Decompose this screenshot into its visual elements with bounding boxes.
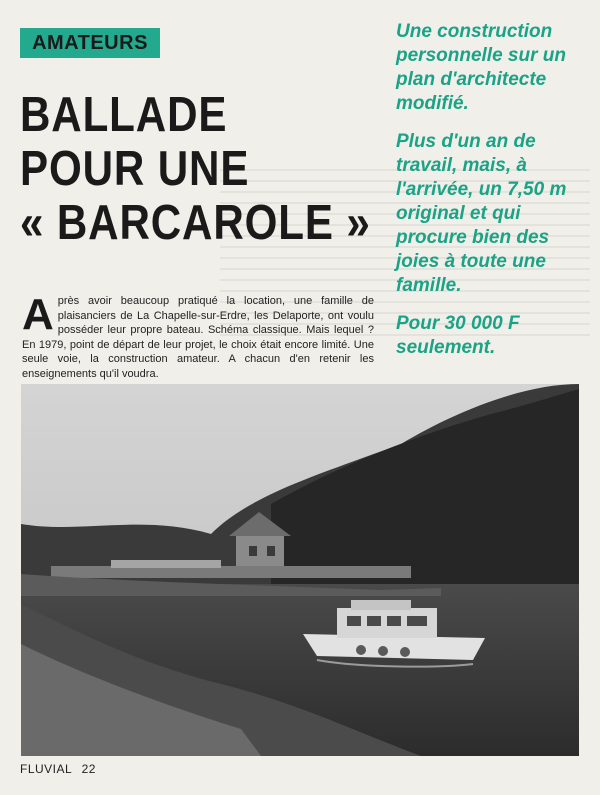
- drop-cap: A: [22, 290, 54, 339]
- subhead-sidebar: [396, 20, 592, 374]
- page-footer: [20, 762, 96, 776]
- headline: [20, 88, 371, 250]
- far-bank: [51, 566, 411, 578]
- publication-name: FLUVIAL: [20, 762, 72, 776]
- subhead-paragraph-1: Une construction personnelle sur un plan d'architecte modifié.: [396, 21, 566, 114]
- section-tag: AMATEURS: [20, 28, 160, 58]
- photo-illustration: [21, 384, 579, 756]
- headline-line-1: BALLADE: [20, 88, 228, 142]
- river-boat-photo: [21, 384, 579, 756]
- page-number: 22: [81, 762, 96, 776]
- intro-text: près avoir beaucoup pratiqué la location, une famille de plaisanciers de La Chapelle-sur-Erdre, les Delaporte, ont voulu posséder leur propre bateau. Schéma classique. Mais lequel ? En 1979, point de départ de leur projet, le choix était encore limité. Une seule voie, la construction amateur. A chacun d'en retenir les enseignements qu'il voudra.: [22, 295, 374, 380]
- headline-line-3: « BARCAROLE »: [20, 196, 371, 250]
- subhead-paragraph-2: Plus d'un an de travail, mais, à l'arrivée, un 7,50 m original et qui procure bien des joies à toute une famille.: [396, 131, 567, 296]
- intro-paragraph: [22, 290, 374, 381]
- subhead-paragraph-3: Pour 30 000 F seulement.: [396, 313, 520, 358]
- headline-line-2: POUR UNE: [20, 142, 250, 196]
- quay: [111, 560, 221, 568]
